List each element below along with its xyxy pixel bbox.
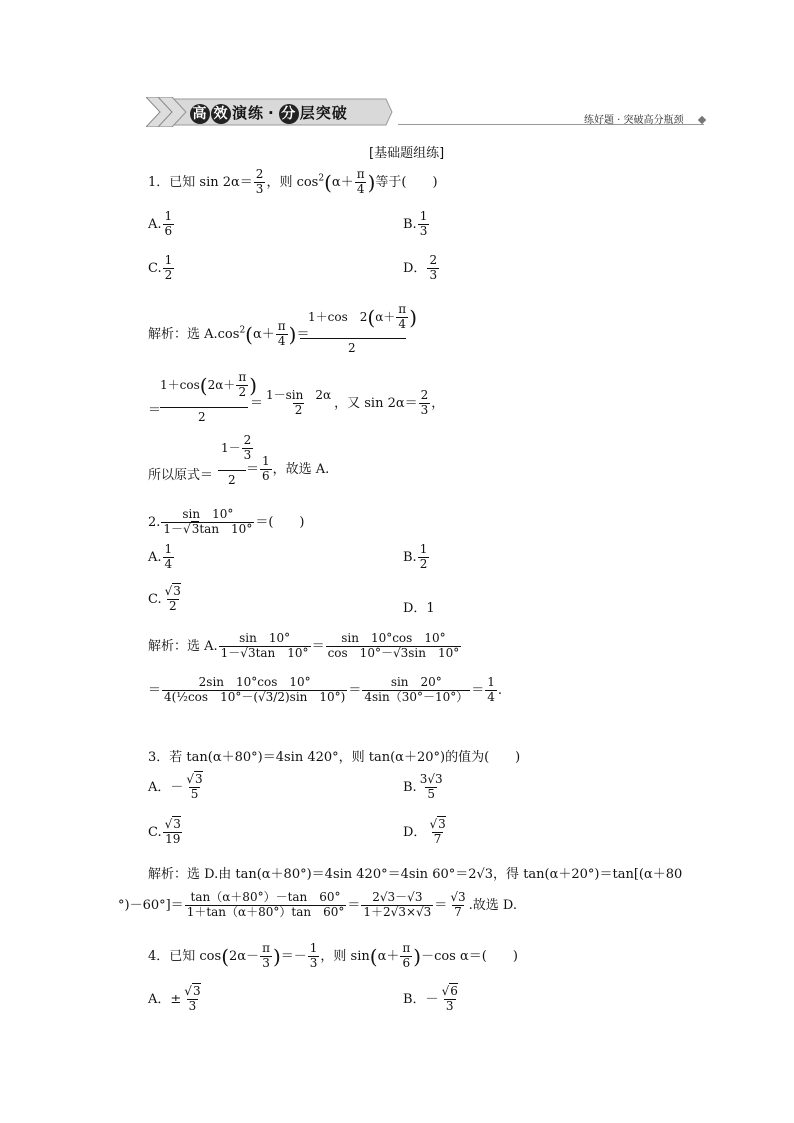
q1-sol3-lead: 所以原式＝	[148, 468, 214, 483]
diamond-icon	[698, 116, 706, 124]
q1-sol1-fraction-bar	[300, 338, 406, 339]
q1-sol1-numerator: 1＋cos 2(α＋ $\frac{\pi}{4}$ )	[308, 302, 417, 331]
q2-option-d[interactable]: D．1	[403, 601, 435, 616]
q1-sol2-numerator: 1＋cos(2α＋ $\frac{\pi}{2}$ )	[160, 370, 258, 399]
q1-sol3-numerator: 1－ $\frac{2}{3}$	[221, 433, 252, 462]
q4-stem: 4．已知 cos(2α－ $\frac{\pi}{3}$ )＝－ $\frac{1}{3}$ ，则 sin(α＋ $\frac{\pi}{6}$ )－cos α＝( )	[148, 941, 518, 970]
banner-text-2: 层突破	[299, 104, 348, 122]
q3-option-b[interactable]: B. $\frac{3√3}{5}$	[403, 772, 443, 801]
q1-solution-line1: 解析：选 $A.\cos^2(\alpha+$ $\frac{\pi}{4}$ )＝	[148, 319, 310, 348]
q1-option-b[interactable]: B. $\frac{1}{3}$	[403, 209, 428, 238]
q3-option-a[interactable]: A．－ $\frac{√3}{5}$	[148, 772, 203, 801]
banner-char-2: 效	[211, 104, 231, 124]
banner-text-1: 演练	[232, 104, 265, 122]
q1-sol2-equals: ＝	[148, 403, 162, 418]
banner-char-1: 高	[190, 104, 210, 124]
q3-stem: 3．若 tan(α＋80°)＝4sin 420°，则 tan(α＋20°)的值为( )	[148, 750, 521, 765]
q1-option-c[interactable]: C. $\frac{1}{2}$	[148, 253, 173, 282]
banner-title	[190, 102, 348, 124]
q1-sol3-denominator: 2	[228, 473, 236, 487]
q3-option-d[interactable]: D． $\frac{√3}{7}$	[403, 817, 446, 846]
q1-sol2-fraction-bar	[160, 407, 248, 408]
q2-option-b[interactable]: B. $\frac{1}{2}$	[403, 542, 428, 571]
q2-option-c[interactable]: C. $\frac{√3}{2}$	[148, 584, 181, 613]
q1-option-a[interactable]: A. $\frac{1}{6}$	[148, 209, 173, 238]
q1-sol2-denominator: 2	[198, 410, 206, 424]
banner-char-3: 分	[279, 104, 299, 124]
q2-option-a[interactable]: A. $\frac{1}{4}$	[148, 542, 173, 571]
q4-option-b[interactable]: B．－ $\frac{√6}{3}$	[403, 984, 458, 1013]
banner-separator: ·	[268, 104, 275, 122]
q1-sol1-denominator: 2	[348, 341, 356, 355]
q2-stem: 2. $\frac{\sin 10^\circ}{1-√3\tan 10^\circ}$ ＝( )	[148, 507, 305, 536]
q1-stem: 1．已知 sin 2α＝ $\frac{2}{3}$ ，则 $\cos^2(\alpha+$ $\frac{\pi}{4}$ )等于( )	[148, 167, 438, 196]
header-slogan: 练好题 · 突破高分瓶颈	[584, 115, 684, 126]
q3-option-c[interactable]: C. $\frac{√3}{19}$	[148, 817, 181, 846]
q1-sol3-fraction-bar	[218, 470, 246, 471]
q4-option-a[interactable]: A．± $\frac{√3}{3}$	[148, 984, 201, 1013]
section-banner	[146, 97, 394, 127]
section-title: [基础题组练]	[369, 146, 445, 161]
q2-solution-line1: 解析：选 A. $\frac{\sin 10^\circ}{1-√3\tan 10^\circ}$ ＝ $\frac{\sin 10^\circ\cos 10^\circ}{\cos 10^\circ-√3\sin 10^\circ}$	[148, 631, 460, 660]
q3-solution-line2: °)－60°]＝ $\frac{\tan(\alpha+80^\circ)-\tan 60^\circ}{1+\tan(\alpha+80^\circ)\tan 60^\circ}$ ＝ $\frac{2√3-√3}{1+2√3\times√3}$ ＝ $\frac{√3}{7}$ .故选 D.	[118, 890, 517, 919]
q3-solution-line1: 解析：选 D.由 tan(α＋80°)＝4sin 420°＝4sin 60°＝2√3，得 tan(α＋20°)＝tan[(α＋80	[148, 867, 683, 882]
q1-sol2-middle: ＝ $\frac{1-\sin 2\alpha}{2}$ ，又 sin 2α＝ $\frac{2}{3}$ ，	[250, 388, 445, 417]
q2-solution-line2: ＝ $\frac{2\sin 10^\circ\cos 10^\circ}{\text{4(½cos 10°－(√3/2)sin 10°)}}$ ＝ $\frac{\sin 20^\circ}{4\sin(30^\circ-10^\circ)}$ ＝ $\frac{1}{4}$ .	[148, 675, 503, 704]
q1-option-d[interactable]: D． $\frac{2}{3}$	[403, 253, 438, 282]
q1-sol3-result: ＝ $\frac{1}{6}$ ，故选 A.	[246, 454, 330, 483]
